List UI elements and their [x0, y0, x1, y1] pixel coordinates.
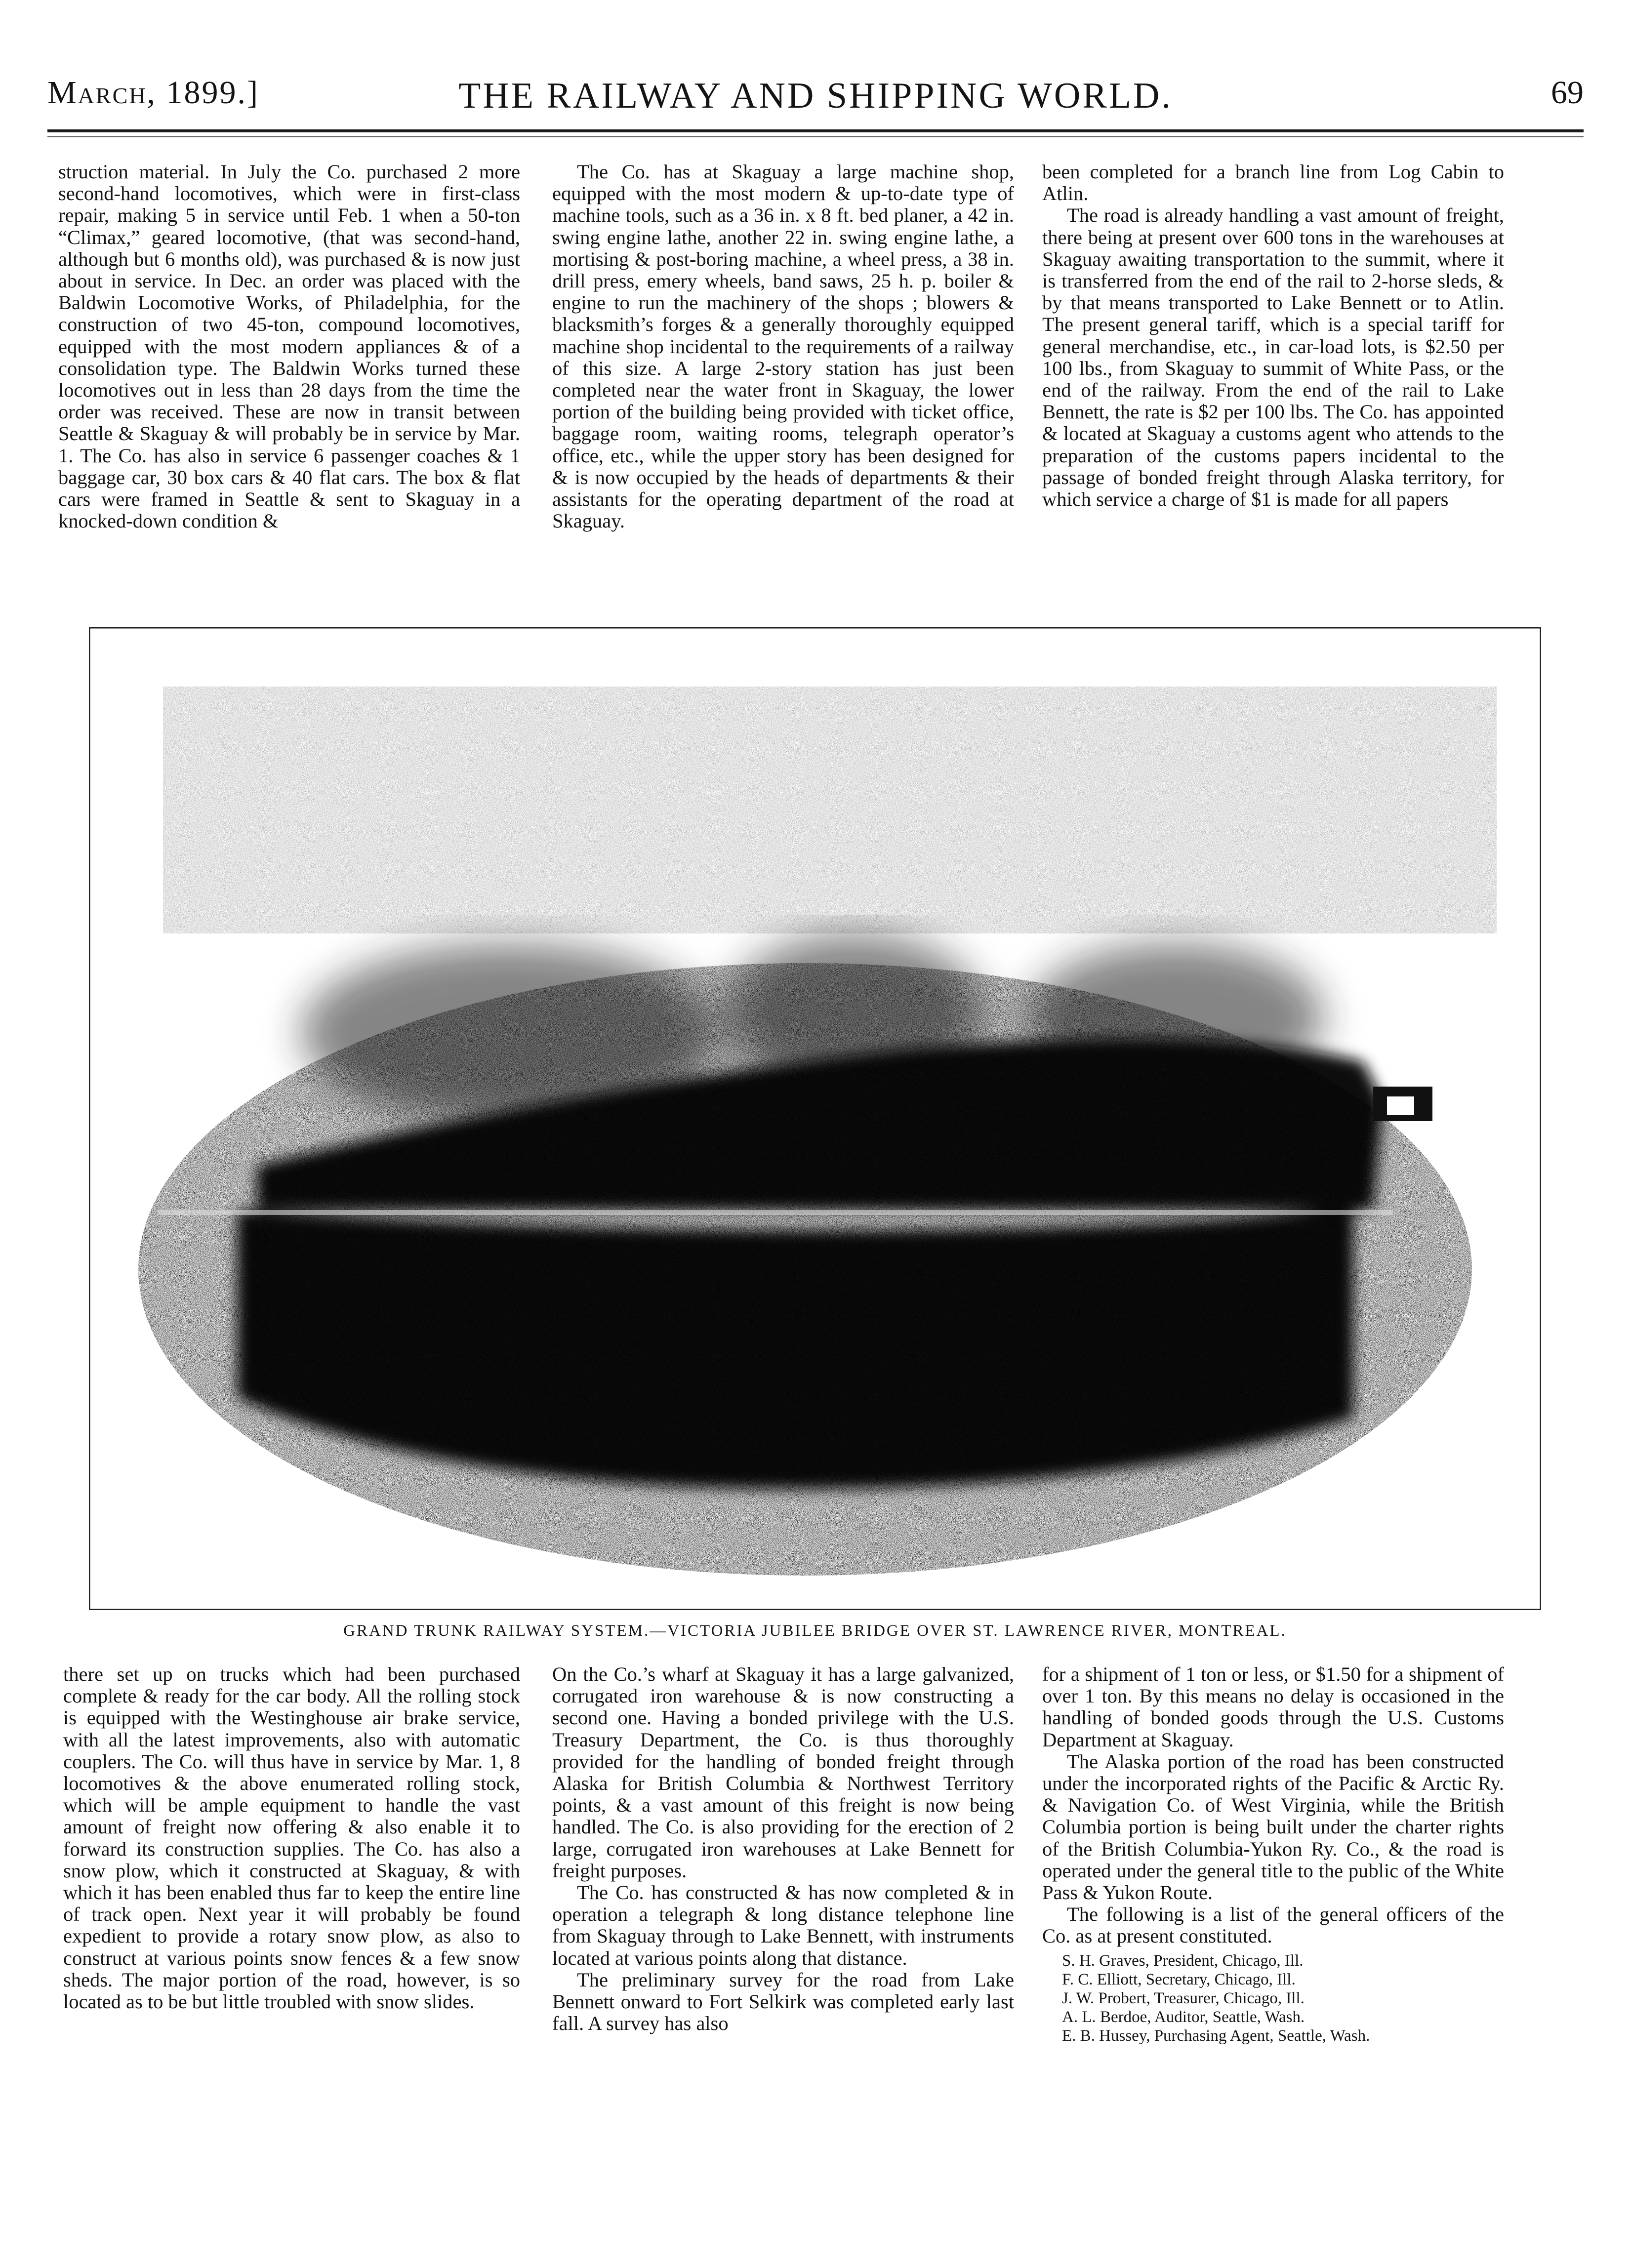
text-column-6	[1042, 1663, 1504, 2045]
halftone-image	[89, 627, 1541, 1610]
issue-date: March, 1899.]	[47, 75, 259, 111]
text-column-5	[552, 1663, 1014, 2034]
text-column-2	[552, 161, 1014, 532]
officer-entry: F. C. Elliott, Secretary, Chicago, Ill.	[1062, 1970, 1296, 1988]
paragraph: The Co. has constructed & has now completed & in operation a telegraph & long distance telephone line from Skaguay through to Lake Bennett, with instruments located at various points along that distance.	[552, 1881, 1014, 1969]
paragraph: The following is a list of the general officers of the Co. as at present constituted.	[1042, 1903, 1504, 1947]
text-column-3	[1042, 161, 1504, 510]
paragraph: The road is already handling a vast amount of freight, there being at present over 600 tons in the warehouses at Skaguay awaiting transportation to the summit, where it is transferred from the end of the rail to 2-horse sleds, & by that means transported to Lake Bennett or to Atlin. The present general tariff, which is a special tariff for general merchandise, etc., in car-load lots, is $2.50 per 100 lbs., from Skaguay to summit of White Pass, or the end of the railway. From the end of the rail to Lake Bennett, the rate is $2 per 100 lbs. The Co. has appointed & located at Skaguay a customs agent who attends to the preparation of the customs papers incidental to the passage of bonded freight through Alaska territory, for which service a charge of $1 is made for all papers	[1042, 204, 1504, 511]
header-rule-thin	[47, 136, 1584, 137]
officer-entry: S. H. Graves, President, Chicago, Ill.	[1062, 1951, 1304, 1970]
photo-caption: GRAND TRUNK RAILWAY SYSTEM.—VICTORIA JUBILEE BRIDGE OVER ST. LAWRENCE RIVER, MONTREAL.	[343, 1622, 1287, 1640]
paragraph: The Co. has at Skaguay a large machine shop, equipped with the most modern & up-to-date type of machine tools, such as a 36 in. x 8 ft. bed planer, a 42 in. swing engine lathe, another 22 in. swing engine lathe, a mortising & post-boring machine, a wheel press, a 38 in. drill press, emery wheels, band saws, 25 h. p. boiler & engine to run the machinery of the shops ; blowers & blacksmith’s forges & a generally thoroughly equipped machine shop incidental to the requirements of a railway of this size. A large 2-story station has just been completed near the water front in Skaguay, the lower portion of the building being provided with ticket office, baggage room, waiting rooms, telegraph operator’s office, etc., while the upper story has been designed for & is now occupied by the heads of departments & their assistants for the operating department of the road at Skaguay.	[552, 161, 1014, 532]
paragraph: The Alaska portion of the road has been constructed under the incorporated rights of the Pacific & Arctic Ry. & Navigation Co. of West Virginia, while the British Columbia portion is being built under the charter rights of the British Columbia-Yukon Ry. Co., & the road is operated under the general title to the public of the White Pass & Yukon Route.	[1042, 1750, 1504, 1904]
paragraph: for a shipment of 1 ton or less, or $1.50 for a shipment of over 1 ton. By this means no delay is occasioned in the handling of bonded goods through the U.S. Customs Department at Skaguay.	[1042, 1663, 1504, 1751]
header-rule	[47, 129, 1584, 132]
paragraph: been completed for a branch line from Log Cabin to Atlin.	[1042, 161, 1504, 205]
text-column-4	[63, 1663, 520, 2013]
officer-entry: A. L. Berdoe, Auditor, Seattle, Wash.	[1062, 2008, 1305, 2026]
publication-title: THE RAILWAY AND SHIPPING WORLD.	[458, 76, 1173, 116]
paragraph: struction material. In July the Co. purchased 2 more second-hand locomotives, which were in first-class repair, making 5 in service until Feb. 1 when a 50-ton “Climax,” geared locomotive, (that was second-hand, although but 6 months old), was purchased & is now just about in service. In Dec. an order was placed with the Baldwin Locomotive Works, of Philadelphia, for the construction of two 45-ton, compound locomotives, equipped with the most modern appliances & of a consolidation type. The Baldwin Works turned these locomotives out in less than 28 days from the time the order was received. These are now in transit between Seattle & Skaguay & will probably be in service by Mar. 1. The Co. has also in service 6 passenger coaches & 1 baggage car, 30 box cars & 40 flat cars. The box & flat cars were framed in Seattle & sent to Skaguay in a knocked-down condition &	[58, 161, 520, 532]
page-number: 69	[1551, 75, 1584, 111]
paragraph: On the Co.’s wharf at Skaguay it has a large galvanized, corrugated iron warehouse & is now constructing a second one. Having a bonded privilege with the U.S. Treasury Department, the Co. is thus thoroughly provided for the handling of bonded freight through Alaska for British Columbia & Northwest Territory points, & a vast amount of this freight is now being handled. The Co. is also providing for the erection of 2 large, corrugated iron warehouses at Lake Bennett for freight purposes.	[552, 1663, 1014, 1882]
officers-list	[1062, 1951, 1504, 2045]
officer-entry: E. B. Hussey, Purchasing Agent, Seattle, Wash.	[1062, 2026, 1370, 2045]
text-column-1	[58, 161, 520, 532]
bridge-photograph	[89, 627, 1541, 1610]
running-head	[47, 74, 1584, 123]
officer-entry: J. W. Probert, Treasurer, Chicago, Ill.	[1062, 1989, 1305, 2007]
paragraph: there set up on trucks which had been purchased complete & ready for the car body. All the rolling stock is equipped with the Westinghouse air brake service, with all the latest improvements, also with automatic couplers. The Co. will thus have in service by Mar. 1, 8 locomotives & the above enumerated rolling stock, which will be ample equipment to handle the vast amount of freight now offering & also enable it to forward its construction supplies. The Co. has also a snow plow, which it constructed at Skaguay, & with which it has been enabled thus far to keep the entire line of track open. Next year it will probably be found expedient to provide a rotary snow plow, as also to construct at various points snow fences & a few snow sheds. The major portion of the road, however, is so located as to be but little troubled with snow slides.	[63, 1663, 520, 2013]
paragraph: The preliminary survey for the road from Lake Bennett onward to Fort Selkirk was completed early last fall. A survey has also	[552, 1968, 1014, 2035]
